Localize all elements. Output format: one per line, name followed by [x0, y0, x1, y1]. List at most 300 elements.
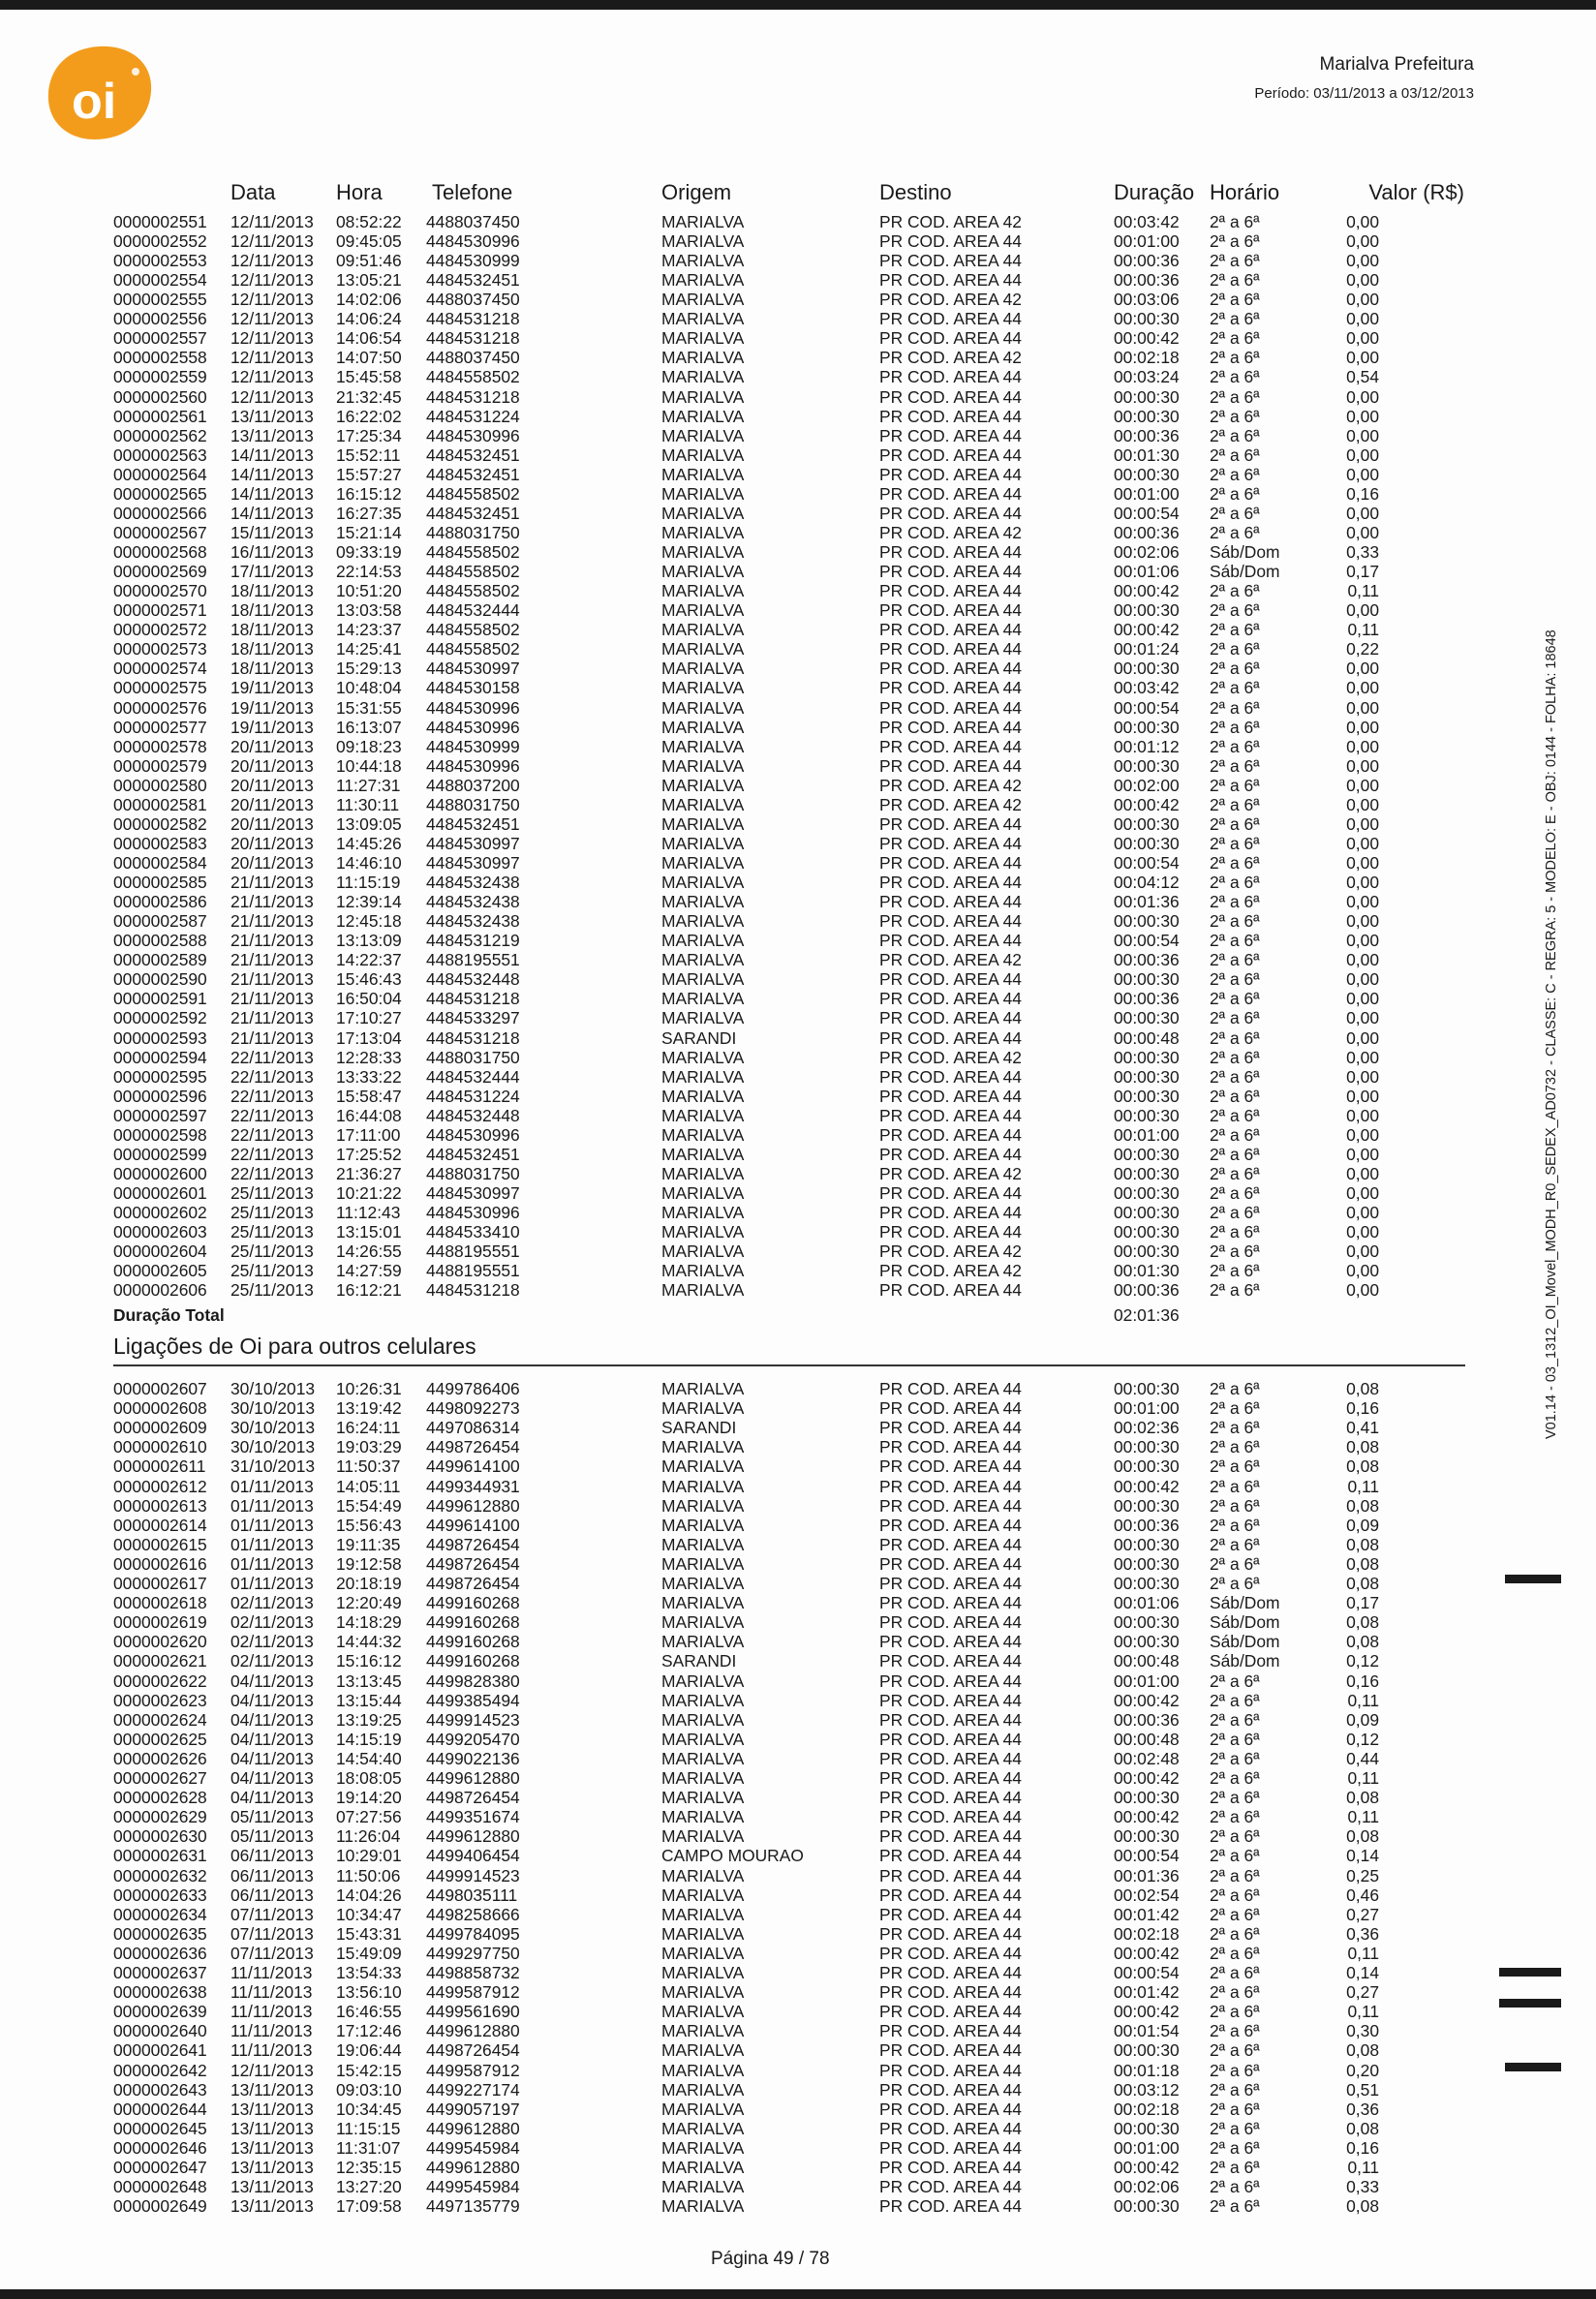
call-date: 04/11/2013	[230, 1788, 314, 1808]
destination: PR COD. AREA 44	[879, 639, 1022, 659]
destination: PR COD. AREA 44	[879, 969, 1022, 990]
phone-number: 4499297750	[426, 1943, 520, 1963]
duration: 00:00:54	[1114, 1963, 1180, 1982]
time-band: 2ª a 6ª	[1210, 1788, 1260, 1808]
duration: 00:00:30	[1114, 1534, 1180, 1554]
duration: 00:00:30	[1114, 464, 1180, 484]
time-band: 2ª a 6ª	[1210, 813, 1260, 834]
phone-number: 4499612880	[426, 1768, 520, 1788]
value: 0,11	[1347, 2158, 1379, 2177]
origin: MARIALVA	[661, 813, 745, 834]
call-date: 13/11/2013	[230, 2099, 314, 2119]
call-id: 0000002622	[113, 1671, 207, 1691]
call-id: 0000002604	[113, 1241, 207, 1262]
destination: PR COD. AREA 44	[879, 931, 1022, 951]
time-band: 2ª a 6ª	[1210, 290, 1260, 310]
phone-number: 4484532451	[426, 444, 520, 465]
call-time: 13:19:42	[336, 1398, 402, 1419]
call-time: 14:18:29	[336, 1612, 402, 1633]
time-band: 2ª a 6ª	[1210, 950, 1260, 970]
print-mark	[1505, 1575, 1561, 1583]
destination: PR COD. AREA 44	[879, 2118, 1022, 2138]
duration: 00:00:30	[1114, 755, 1180, 776]
call-time: 14:05:11	[336, 1476, 401, 1496]
call-time: 14:02:06	[336, 290, 402, 310]
origin: MARIALVA	[661, 678, 745, 698]
call-id: 0000002586	[113, 892, 207, 912]
call-time: 13:05:21	[336, 270, 402, 291]
origin: MARIALVA	[661, 1632, 745, 1652]
duration: 00:01:30	[1114, 444, 1180, 465]
destination: PR COD. AREA 44	[879, 1553, 1022, 1574]
destination: PR COD. AREA 44	[879, 2079, 1022, 2100]
table-row	[0, 911, 1511, 931]
call-date: 21/11/2013	[230, 911, 314, 932]
destination: PR COD. AREA 42	[879, 348, 1022, 368]
call-id: 0000002556	[113, 309, 207, 329]
time-band: 2ª a 6ª	[1210, 1846, 1260, 1866]
call-date: 19/11/2013	[230, 678, 314, 698]
value: 0,00	[1346, 1105, 1379, 1125]
call-id: 0000002584	[113, 852, 207, 873]
call-time: 13:33:22	[336, 1066, 402, 1087]
duration: 00:01:42	[1114, 1904, 1180, 1924]
table-row	[0, 328, 1511, 348]
duration: 00:00:30	[1114, 2040, 1180, 2061]
call-id: 0000002640	[113, 2021, 207, 2041]
destination: PR COD. AREA 44	[879, 736, 1022, 756]
table-row	[0, 367, 1511, 386]
origin: CAMPO MOURAO	[661, 1846, 804, 1866]
origin: MARIALVA	[661, 1807, 745, 1827]
phone-number: 4484532438	[426, 873, 520, 893]
phone-number: 4498726454	[426, 2040, 520, 2061]
table-row	[0, 600, 1511, 620]
call-time: 15:57:27	[336, 464, 402, 484]
call-id: 0000002566	[113, 503, 207, 523]
destination: PR COD. AREA 44	[879, 1943, 1022, 1963]
table-row	[0, 1164, 1511, 1183]
destination: PR COD. AREA 44	[879, 406, 1022, 426]
table-row	[0, 678, 1511, 697]
call-id: 0000002634	[113, 1904, 207, 1924]
call-id: 0000002618	[113, 1593, 207, 1613]
time-band: 2ª a 6ª	[1210, 464, 1260, 484]
call-time: 16:22:02	[336, 406, 402, 426]
call-id: 0000002648	[113, 2177, 207, 2197]
phone-number: 4484530996	[426, 231, 520, 252]
table-row	[0, 1846, 1511, 1865]
duration: 00:02:00	[1114, 775, 1180, 795]
call-date: 02/11/2013	[230, 1632, 314, 1652]
total-duration-value: 02:01:36	[1114, 1305, 1180, 1325]
destination: PR COD. AREA 44	[879, 1418, 1022, 1438]
call-id: 0000002636	[113, 1943, 207, 1963]
origin: MARIALVA	[661, 1574, 745, 1593]
call-id: 0000002595	[113, 1066, 207, 1087]
destination: PR COD. AREA 44	[879, 2040, 1022, 2061]
call-date: 21/11/2013	[230, 892, 314, 912]
call-date: 11/11/2013	[230, 2002, 313, 2022]
time-band: 2ª a 6ª	[1210, 1047, 1260, 1067]
table-row	[0, 1222, 1511, 1241]
duration: 00:00:42	[1114, 2158, 1180, 2177]
origin: MARIALVA	[661, 367, 745, 387]
origin: MARIALVA	[661, 348, 745, 368]
call-id: 0000002567	[113, 522, 207, 542]
call-time: 19:06:44	[336, 2040, 402, 2061]
origin: MARIALVA	[661, 1203, 745, 1223]
duration: 00:00:30	[1114, 1047, 1180, 1067]
value: 0,00	[1346, 989, 1379, 1009]
table-row	[0, 1496, 1511, 1516]
destination: PR COD. AREA 44	[879, 1690, 1022, 1710]
table-row	[0, 853, 1511, 873]
call-id: 0000002590	[113, 969, 207, 990]
destination: PR COD. AREA 42	[879, 775, 1022, 795]
call-time: 15:46:43	[336, 969, 402, 990]
phone-number: 4484532438	[426, 892, 520, 912]
destination: PR COD. AREA 44	[879, 425, 1022, 445]
value: 0,16	[1346, 1398, 1379, 1419]
call-id: 0000002555	[113, 290, 207, 310]
value: 0,00	[1346, 270, 1379, 291]
value: 0,00	[1346, 950, 1379, 970]
time-band: 2ª a 6ª	[1210, 1476, 1260, 1496]
duration: 00:01:00	[1114, 1671, 1180, 1691]
time-band: 2ª a 6ª	[1210, 2118, 1260, 2138]
destination: PR COD. AREA 44	[879, 1027, 1022, 1048]
value: 0,00	[1346, 1066, 1379, 1087]
phone-number: 4484558502	[426, 581, 520, 601]
destination: PR COD. AREA 44	[879, 328, 1022, 349]
call-time: 14:54:40	[336, 1748, 402, 1768]
table-row	[0, 834, 1511, 853]
table-row	[0, 1261, 1511, 1280]
phone-number: 4484532451	[426, 813, 520, 834]
value: 0,00	[1346, 931, 1379, 951]
call-id: 0000002630	[113, 1826, 207, 1847]
destination: PR COD. AREA 44	[879, 1515, 1022, 1535]
oi-logo	[43, 43, 157, 143]
origin: MARIALVA	[661, 1923, 745, 1944]
destination: PR COD. AREA 42	[879, 1047, 1022, 1067]
duration: 00:00:30	[1114, 833, 1180, 853]
call-time: 15:45:58	[336, 367, 402, 387]
call-time: 10:34:45	[336, 2099, 402, 2119]
value: 0,00	[1346, 503, 1379, 523]
total-duration-label: Duração Total	[113, 1305, 225, 1325]
table-row	[0, 2138, 1511, 2158]
time-band: 2ª a 6ª	[1210, 1574, 1260, 1593]
call-time: 11:50:37	[336, 1456, 401, 1477]
destination: PR COD. AREA 44	[879, 1495, 1022, 1516]
call-id: 0000002643	[113, 2079, 207, 2100]
phone-number: 4484532444	[426, 1066, 520, 1087]
phone-number: 4484530997	[426, 852, 520, 873]
table-row	[0, 1963, 1511, 1982]
call-date: 30/10/2013	[230, 1398, 316, 1419]
call-time: 15:49:09	[336, 1943, 402, 1963]
table-row	[0, 523, 1511, 542]
time-band: 2ª a 6ª	[1210, 1241, 1260, 1262]
duration: 00:01:42	[1114, 1982, 1180, 2003]
origin: MARIALVA	[661, 989, 745, 1009]
origin: MARIALVA	[661, 755, 745, 776]
call-id: 0000002628	[113, 1788, 207, 1808]
origin: MARIALVA	[661, 251, 745, 271]
duration: 00:00:30	[1114, 1612, 1180, 1633]
table-row	[0, 2158, 1511, 2177]
call-id: 0000002594	[113, 1047, 207, 1067]
time-band: 2ª a 6ª	[1210, 328, 1260, 349]
origin: MARIALVA	[661, 1709, 745, 1730]
duration: 00:01:12	[1114, 736, 1180, 756]
call-time: 14:06:54	[336, 328, 402, 349]
destination: PR COD. AREA 44	[879, 1612, 1022, 1633]
time-band: Sáb/Dom	[1210, 562, 1280, 582]
call-id: 0000002559	[113, 367, 207, 387]
value: 0,22	[1346, 639, 1379, 659]
value: 0,16	[1346, 1671, 1379, 1691]
origin: MARIALVA	[661, 212, 745, 231]
origin: MARIALVA	[661, 1144, 745, 1164]
duration: 00:00:42	[1114, 581, 1180, 601]
duration: 00:00:30	[1114, 1222, 1180, 1242]
call-id: 0000002626	[113, 1748, 207, 1768]
destination: PR COD. AREA 44	[879, 1534, 1022, 1554]
time-band: 2ª a 6ª	[1210, 406, 1260, 426]
time-band: 2ª a 6ª	[1210, 231, 1260, 252]
call-id: 0000002592	[113, 1008, 207, 1028]
call-time: 16:15:12	[336, 483, 402, 504]
phone-number: 4498726454	[426, 1534, 520, 1554]
phone-number: 4484533410	[426, 1222, 520, 1242]
call-date: 07/11/2013	[230, 1943, 314, 1963]
duration: 00:00:42	[1114, 328, 1180, 349]
duration: 00:02:48	[1114, 1748, 1180, 1768]
bottom-scan-border	[0, 2289, 1596, 2299]
duration: 00:01:00	[1114, 483, 1180, 504]
call-date: 20/11/2013	[230, 813, 314, 834]
print-mark	[1505, 2063, 1561, 2071]
call-time: 10:44:18	[336, 755, 402, 776]
call-date: 18/11/2013	[230, 639, 314, 659]
call-id: 0000002607	[113, 1379, 207, 1398]
time-band: 2ª a 6ª	[1210, 2158, 1260, 2177]
phone-number: 4488037200	[426, 775, 520, 795]
call-date: 12/11/2013	[230, 2060, 314, 2080]
call-time: 16:50:04	[336, 989, 402, 1009]
table-row	[0, 2119, 1511, 2138]
value: 0,00	[1346, 775, 1379, 795]
value: 0,33	[1346, 2177, 1379, 2197]
value: 0,00	[1346, 600, 1379, 621]
table-row	[0, 1125, 1511, 1145]
call-time: 18:08:05	[336, 1768, 402, 1788]
origin: MARIALVA	[661, 1379, 745, 1398]
duration: 00:00:42	[1114, 1807, 1180, 1827]
destination: PR COD. AREA 42	[879, 1261, 1022, 1281]
call-date: 04/11/2013	[230, 1729, 314, 1749]
call-time: 17:25:52	[336, 1144, 402, 1164]
origin: MARIALVA	[661, 483, 745, 504]
time-band: 2ª a 6ª	[1210, 892, 1260, 912]
value: 0,27	[1346, 1904, 1379, 1924]
value: 0,44	[1346, 1748, 1379, 1768]
call-time: 19:12:58	[336, 1553, 402, 1574]
time-band: 2ª a 6ª	[1210, 1163, 1260, 1183]
duration: 00:00:30	[1114, 386, 1180, 407]
phone-number: 4484530997	[426, 833, 520, 853]
value: 0,11	[1347, 1943, 1379, 1963]
duration: 00:00:30	[1114, 1437, 1180, 1457]
call-id: 0000002585	[113, 873, 207, 893]
phone-number: 4484530996	[426, 425, 520, 445]
table-row	[0, 1924, 1511, 1944]
phone-number: 4497135779	[426, 2196, 520, 2217]
table-row	[0, 1437, 1511, 1456]
phone-number: 4484532451	[426, 503, 520, 523]
table-row	[0, 1241, 1511, 1261]
origin: MARIALVA	[661, 425, 745, 445]
call-date: 20/11/2013	[230, 833, 314, 853]
call-time: 15:42:15	[336, 2060, 402, 2080]
call-date: 21/11/2013	[230, 1008, 314, 1028]
origin: MARIALVA	[661, 581, 745, 601]
value: 0,41	[1346, 1418, 1379, 1438]
call-id: 0000002602	[113, 1203, 207, 1223]
table-row	[0, 1671, 1511, 1691]
duration: 00:00:30	[1114, 2118, 1180, 2138]
time-band: 2ª a 6ª	[1210, 969, 1260, 990]
call-date: 11/11/2013	[230, 2021, 313, 2041]
phone-number: 4488031750	[426, 1047, 520, 1067]
phone-number: 4499612880	[426, 2158, 520, 2177]
call-time: 15:29:13	[336, 659, 402, 679]
call-date: 12/11/2013	[230, 231, 314, 252]
call-id: 0000002577	[113, 717, 207, 737]
table-row	[0, 1398, 1511, 1418]
destination: PR COD. AREA 44	[879, 1709, 1022, 1730]
origin: MARIALVA	[661, 1086, 745, 1106]
value: 0,11	[1347, 1476, 1379, 1496]
origin: MARIALVA	[661, 639, 745, 659]
call-date: 12/11/2013	[230, 251, 314, 271]
duration: 00:02:18	[1114, 2099, 1180, 2119]
table-row	[0, 484, 1511, 504]
call-date: 12/11/2013	[230, 348, 314, 368]
time-band: 2ª a 6ª	[1210, 717, 1260, 737]
value: 0,08	[1346, 1379, 1379, 1398]
value: 0,00	[1346, 736, 1379, 756]
call-date: 21/11/2013	[230, 950, 314, 970]
table-row	[0, 1106, 1511, 1125]
value: 0,51	[1346, 2079, 1379, 2100]
duration: 00:00:42	[1114, 1476, 1180, 1496]
time-band: 2ª a 6ª	[1210, 1553, 1260, 1574]
call-id: 0000002573	[113, 639, 207, 659]
duration: 00:00:30	[1114, 2196, 1180, 2217]
table-row	[0, 620, 1511, 639]
call-time: 16:24:11	[336, 1418, 401, 1438]
call-time: 11:27:31	[336, 775, 401, 795]
destination: PR COD. AREA 44	[879, 697, 1022, 718]
page-number: Página 49 / 78	[711, 2249, 830, 2269]
table-row	[0, 1710, 1511, 1730]
value: 0,08	[1346, 1574, 1379, 1593]
value: 0,00	[1346, 794, 1379, 814]
time-band: 2ª a 6ª	[1210, 1963, 1260, 1982]
value: 0,08	[1346, 2118, 1379, 2138]
duration: 00:01:06	[1114, 1593, 1180, 1613]
call-time: 15:56:43	[336, 1515, 402, 1535]
call-id: 0000002562	[113, 425, 207, 445]
origin: MARIALVA	[661, 406, 745, 426]
table-row	[0, 1651, 1511, 1671]
origin: MARIALVA	[661, 1904, 745, 1924]
call-id: 0000002601	[113, 1183, 207, 1203]
phone-number: 4484558502	[426, 639, 520, 659]
value: 0,36	[1346, 2099, 1379, 2119]
duration: 00:00:42	[1114, 1768, 1180, 1788]
table-row	[0, 1807, 1511, 1826]
call-id: 0000002554	[113, 270, 207, 291]
call-id: 0000002641	[113, 2040, 207, 2061]
destination: PR COD. AREA 44	[879, 2196, 1022, 2217]
duration: 00:00:54	[1114, 697, 1180, 718]
value: 0,30	[1346, 2021, 1379, 2041]
phone-number: 4499587912	[426, 1982, 520, 2003]
call-id: 0000002627	[113, 1768, 207, 1788]
table-row	[0, 542, 1511, 562]
origin: MARIALVA	[661, 794, 745, 814]
phone-number: 4488031750	[426, 794, 520, 814]
phone-number: 4498858732	[426, 1963, 520, 1982]
destination: PR COD. AREA 44	[879, 1788, 1022, 1808]
destination: PR COD. AREA 44	[879, 231, 1022, 252]
value: 0,17	[1346, 562, 1379, 582]
col-header-destino: Destino	[879, 180, 952, 204]
col-header-data: Data	[230, 180, 276, 204]
value: 0,11	[1347, 620, 1379, 640]
destination: PR COD. AREA 44	[879, 1280, 1022, 1301]
destination: PR COD. AREA 44	[879, 892, 1022, 912]
time-band: 2ª a 6ª	[1210, 736, 1260, 756]
duration: 00:00:36	[1114, 989, 1180, 1009]
call-date: 04/11/2013	[230, 1671, 314, 1691]
destination: PR COD. AREA 44	[879, 852, 1022, 873]
phone-number: 4498726454	[426, 1437, 520, 1457]
destination: PR COD. AREA 44	[879, 1203, 1022, 1223]
value: 0,08	[1346, 1632, 1379, 1652]
value: 0,09	[1346, 1515, 1379, 1535]
call-date: 18/11/2013	[230, 600, 314, 621]
duration: 00:00:30	[1114, 659, 1180, 679]
phone-number: 4498258666	[426, 1904, 520, 1924]
duration: 00:00:36	[1114, 251, 1180, 271]
call-time: 13:15:01	[336, 1222, 402, 1242]
destination: PR COD. AREA 44	[879, 562, 1022, 582]
phone-number: 4488037450	[426, 348, 520, 368]
value: 0,08	[1346, 1437, 1379, 1457]
table-row	[0, 2196, 1511, 2216]
table-row	[0, 2040, 1511, 2060]
call-id: 0000002614	[113, 1515, 207, 1535]
call-date: 21/11/2013	[230, 989, 314, 1009]
table-row	[0, 1612, 1511, 1632]
call-time: 14:04:26	[336, 1885, 402, 1905]
